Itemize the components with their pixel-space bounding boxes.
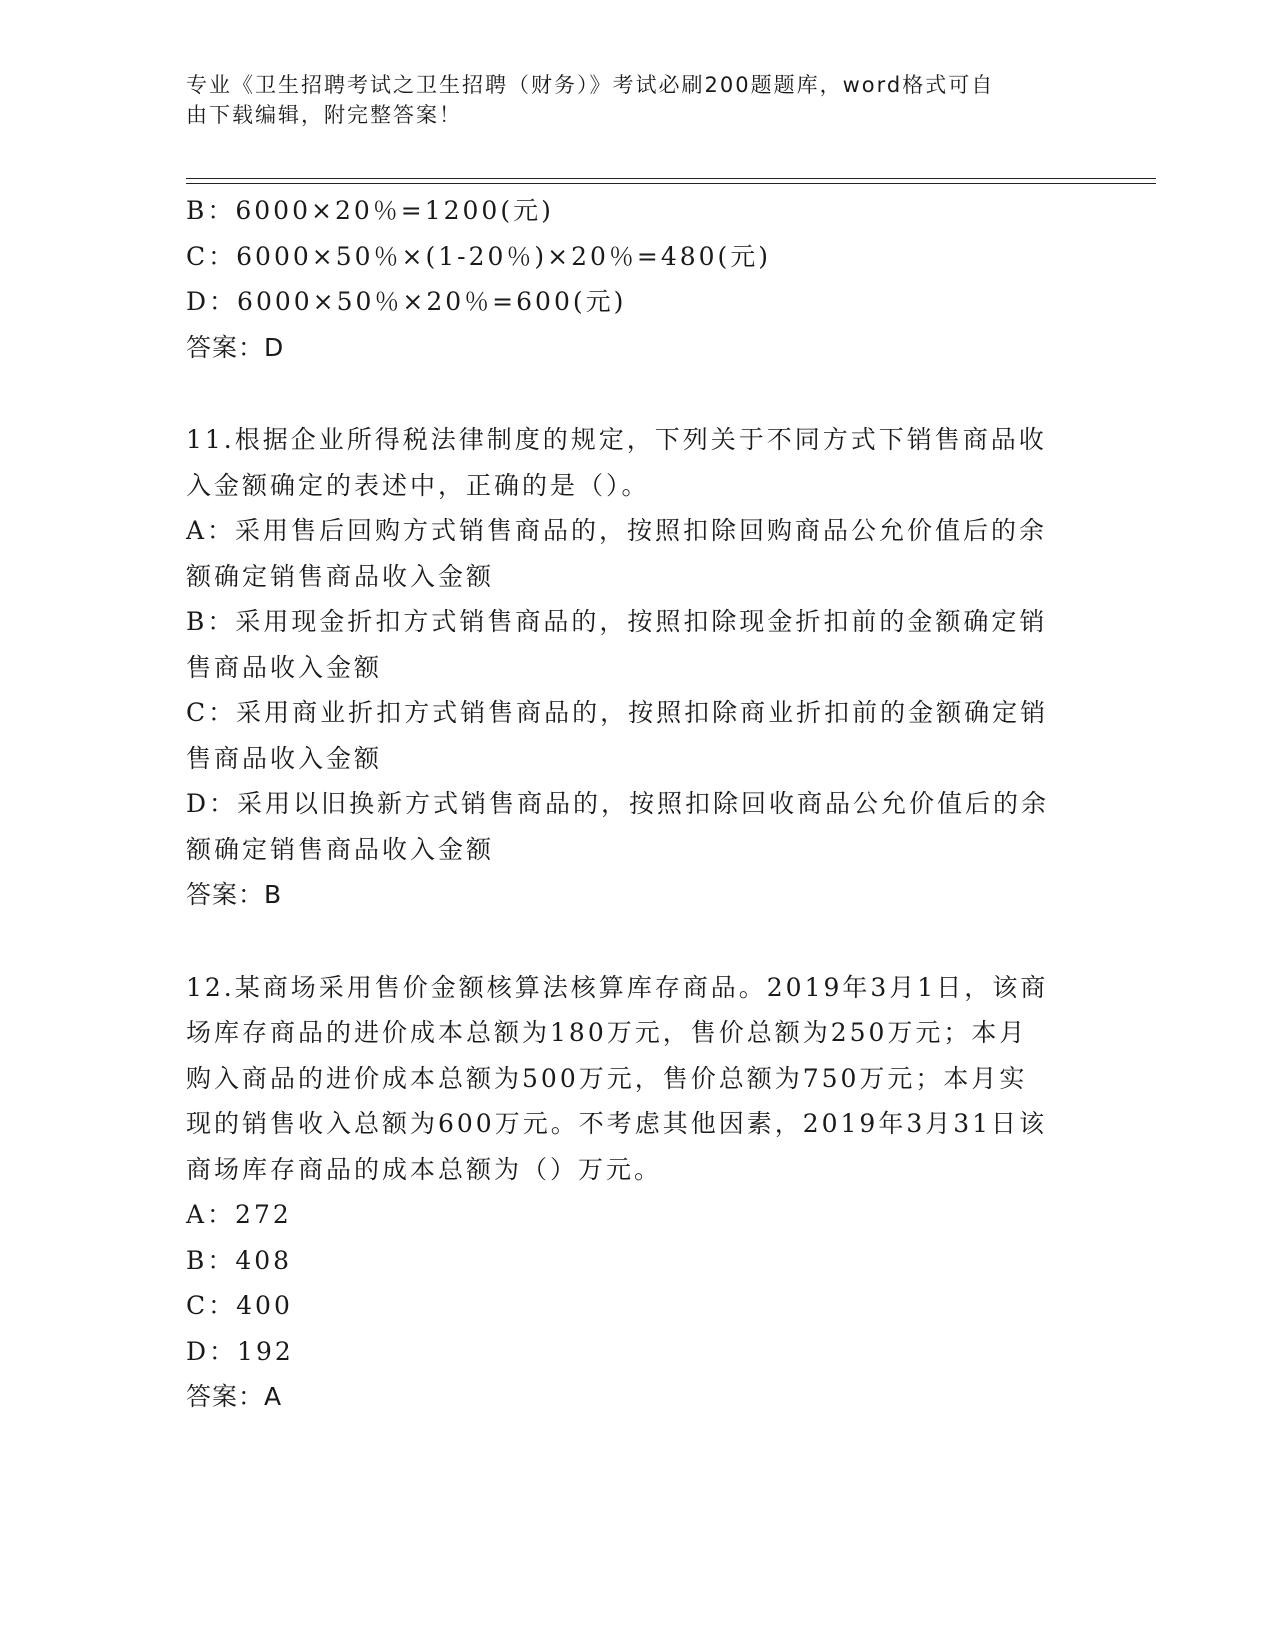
- answer-line: 答案：B: [186, 880, 283, 909]
- option-b-continued: 售商品收入金额: [186, 652, 383, 682]
- option-d: D：192: [186, 1336, 294, 1366]
- option-a: A：272: [186, 1200, 292, 1229]
- question-stem-line: 场库存商品的进价成本总额为180万元，售价总额为250万元；本月: [186, 1018, 1028, 1047]
- question-11: [186, 417, 1086, 918]
- option-c: C：采用商业折扣方式销售商品的，按照扣除商业折扣前的金额确定销: [186, 698, 1049, 727]
- header-divider-top: [186, 178, 1156, 179]
- spacer: [186, 918, 1086, 965]
- question-stem-line: 12.某商场采用售价金额核算法核算库存商品。2019年3月1日，该商: [186, 972, 1049, 1002]
- answer-line: 答案：A: [186, 1382, 283, 1411]
- question-stem-line: 商场库存商品的成本总额为（）万元。: [186, 1154, 663, 1184]
- document-body: [186, 188, 1086, 1420]
- option-a: A：采用售后回购方式销售商品的，按照扣除回购商品公允价值后的余: [186, 516, 1048, 545]
- option-c: C：400: [186, 1291, 293, 1320]
- header-line-2: 由下载编辑，附完整答案！: [186, 103, 462, 127]
- option-d: D：6000×50％×20％=600(元): [186, 287, 627, 316]
- spacer: [186, 370, 1086, 417]
- option-c-continued: 售商品收入金额: [186, 743, 383, 773]
- header-divider-bottom: [186, 183, 1156, 184]
- option-d: D：采用以旧换新方式销售商品的，按照扣除回收商品公允价值后的余: [186, 789, 1050, 818]
- answer-line: 答案：D: [186, 332, 285, 362]
- document-header: [186, 70, 1086, 130]
- question-12: [186, 965, 1086, 1420]
- question-stem-line: 入金额确定的表述中，正确的是（）。: [186, 470, 650, 500]
- option-b: B：408: [186, 1245, 293, 1275]
- header-line-1: 专业《卫生招聘考试之卫生招聘（财务）》考试必刷200题题库，word格式可自: [186, 73, 995, 97]
- question-stem-line: 购入商品的进价成本总额为500万元，售价总额为750万元；本月实: [186, 1063, 1028, 1093]
- option-b: B：6000×20％=1200(元): [186, 196, 554, 225]
- question-stem-line: 现的销售收入总额为600万元。不考虑其他因素，2019年3月31日该: [186, 1109, 1048, 1138]
- option-c: C：6000×50％×(1-20％)×20％=480(元): [186, 241, 772, 271]
- question-10-continued: [186, 188, 1086, 370]
- option-b: B：采用现金折扣方式销售商品的，按照扣除现金折扣前的金额确定销: [186, 607, 1048, 636]
- option-a-continued: 额确定销售商品收入金额: [186, 561, 495, 591]
- option-d-continued: 额确定销售商品收入金额: [186, 834, 495, 864]
- question-stem-line: 11.根据企业所得税法律制度的规定，下列关于不同方式下销售商品收: [186, 425, 1047, 454]
